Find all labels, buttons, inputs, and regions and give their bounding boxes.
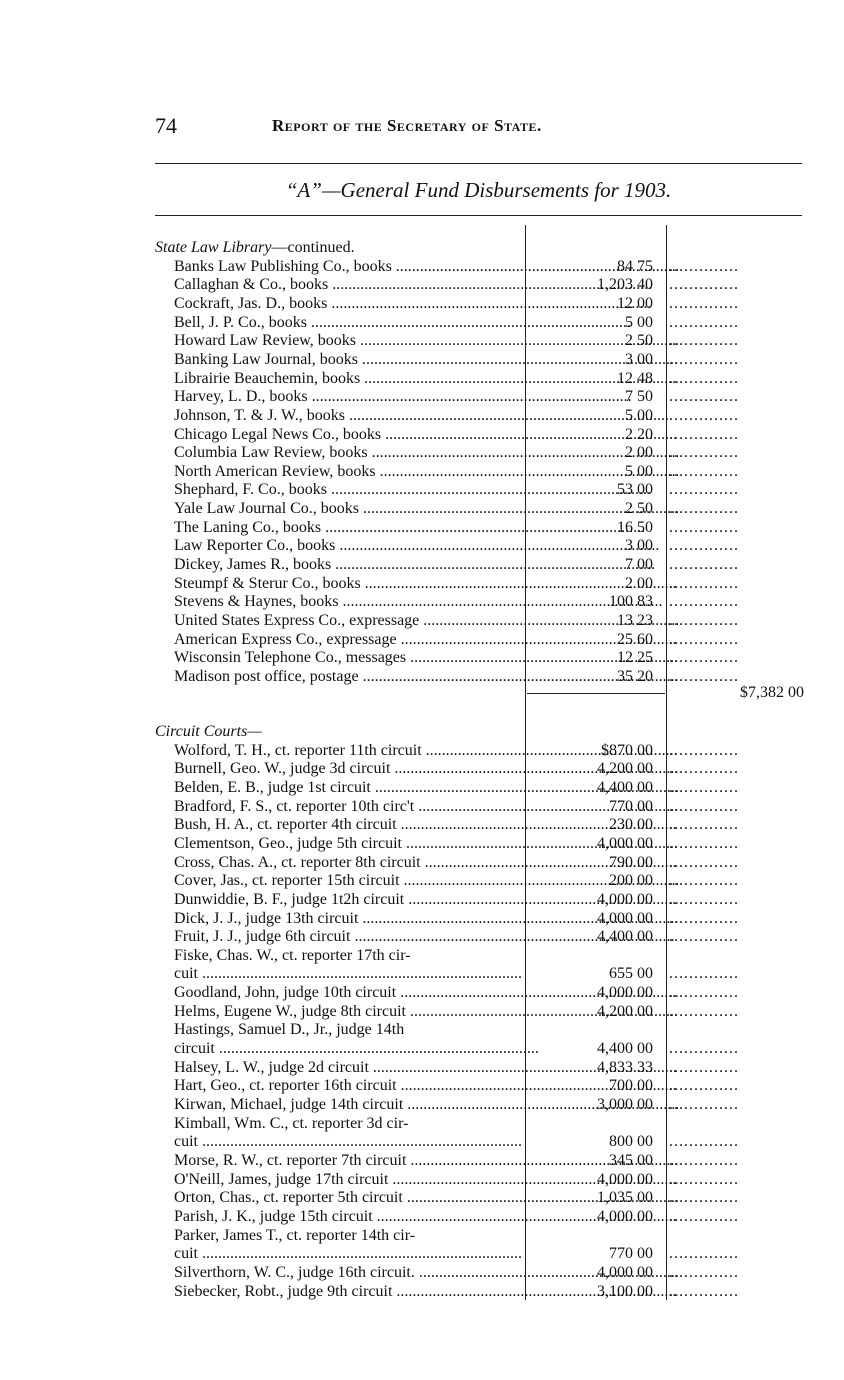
row-leader: .............. bbox=[669, 649, 739, 667]
row-amount: 655 00 bbox=[609, 965, 653, 983]
row-label: Hart, Geo., ct. reporter 16th circuit ..... bbox=[174, 1076, 678, 1095]
table-row bbox=[155, 871, 815, 890]
section-heading-row bbox=[155, 238, 815, 257]
table-row bbox=[155, 350, 815, 369]
table-row bbox=[155, 1132, 815, 1151]
row-label: Kirwan, Michael, judge 14th circuit ..... bbox=[174, 1095, 678, 1114]
table-row bbox=[155, 443, 815, 462]
row-label: Law Reporter Co., books ..... bbox=[174, 536, 678, 555]
table-row bbox=[155, 1076, 815, 1095]
table-row bbox=[155, 294, 815, 313]
row-label: Dunwiddie, B. F., judge 1t2h circuit ..... bbox=[174, 890, 678, 909]
row-leader: .............. bbox=[669, 425, 739, 443]
table-row bbox=[155, 1002, 815, 1021]
table-row bbox=[155, 741, 815, 760]
row-leader: .............. bbox=[669, 1207, 739, 1225]
table-row bbox=[155, 853, 815, 872]
row-label: Shephard, F. Co., books ..... bbox=[174, 480, 678, 499]
row-label: Chicago Legal News Co., books ..... bbox=[174, 425, 678, 444]
row-leader: .............. bbox=[669, 778, 739, 796]
row-label: Fiske, Chas. W., ct. reporter 17th cir- bbox=[174, 946, 411, 964]
row-leader: .............. bbox=[669, 1151, 739, 1169]
row-amount: 12 48 bbox=[617, 369, 653, 387]
table-row bbox=[155, 313, 815, 332]
table-row bbox=[155, 946, 815, 965]
row-label: Silverthorn, W. C., judge 16th circuit. ..... bbox=[174, 1263, 678, 1282]
row-leader: .............. bbox=[669, 481, 739, 499]
row-leader: .............. bbox=[669, 1077, 739, 1095]
row-label: Morse, R. W., ct. reporter 7th circuit ..... bbox=[174, 1151, 678, 1170]
row-label: Clementson, Geo., judge 5th circuit ..... bbox=[174, 834, 678, 853]
row-amount: 16 50 bbox=[617, 518, 653, 536]
row-amount: 3 00 bbox=[625, 350, 653, 368]
row-label: Hastings, Samuel D., Jr., judge 14th bbox=[174, 1021, 405, 1039]
row-amount: 35 20 bbox=[617, 667, 653, 685]
row-amount: 2 50 bbox=[625, 500, 653, 518]
row-amount: 12 00 bbox=[617, 294, 653, 312]
table-row bbox=[155, 927, 815, 946]
row-leader: .............. bbox=[669, 630, 739, 648]
table-row bbox=[155, 667, 815, 686]
section-heading bbox=[155, 238, 659, 257]
row-label: Kimball, Wm. C., ct. reporter 3d cir- bbox=[174, 1114, 409, 1132]
row-leader: .............. bbox=[669, 276, 739, 294]
row-amount: 4,833 33 bbox=[597, 1058, 653, 1076]
row-leader: .............. bbox=[669, 294, 739, 312]
row-leader: .............. bbox=[669, 816, 739, 834]
row-label: Goodland, John, judge 10th circuit ..... bbox=[174, 983, 678, 1002]
table-row bbox=[155, 257, 815, 276]
row-amount: 25 60 bbox=[617, 630, 653, 648]
table-row bbox=[155, 909, 815, 928]
row-label: Dickey, James R., books ..... bbox=[174, 555, 678, 574]
table-row bbox=[155, 834, 815, 853]
table-row bbox=[155, 1095, 815, 1114]
row-amount: 5 00 bbox=[625, 313, 653, 331]
section-heading-suffix: —continued. bbox=[271, 239, 355, 256]
row-label: Banks Law Publishing Co., books ..... bbox=[174, 257, 678, 276]
row-leader: .............. bbox=[669, 537, 739, 555]
row-leader: .............. bbox=[669, 257, 739, 275]
row-amount: 1,035 00 bbox=[597, 1189, 653, 1207]
row-amount: 12 25 bbox=[617, 649, 653, 667]
table-row bbox=[155, 611, 815, 630]
row-amount: $870 00 bbox=[601, 741, 653, 759]
row-label: Dick, J. J., judge 13th circuit ..... bbox=[174, 909, 678, 928]
row-leader: .............. bbox=[669, 1133, 739, 1151]
row-label: Harvey, L. D., books ..... bbox=[174, 387, 678, 406]
row-amount: 4,000 00 bbox=[597, 1263, 653, 1281]
row-label: Cross, Chas. A., ct. reporter 8th circuit ..... bbox=[174, 853, 678, 872]
row-leader: .............. bbox=[669, 612, 739, 629]
row-amount: 770 00 bbox=[609, 1245, 653, 1263]
row-leader: .............. bbox=[669, 872, 739, 890]
row-amount: 4,400 00 bbox=[597, 778, 653, 796]
table-row bbox=[155, 331, 815, 350]
row-leader: .............. bbox=[669, 797, 739, 815]
row-label: Cover, Jas., ct. reporter 15th circuit ..... bbox=[174, 871, 678, 890]
table-row bbox=[155, 518, 815, 537]
row-leader: .............. bbox=[669, 556, 739, 574]
row-leader: .............. bbox=[669, 593, 739, 611]
row-amount: 800 00 bbox=[609, 1133, 653, 1151]
row-amount: 700 00 bbox=[609, 1077, 653, 1095]
row-amount: 4,000 00 bbox=[597, 1170, 653, 1188]
table-row bbox=[155, 1244, 815, 1263]
row-leader: .............. bbox=[669, 574, 739, 592]
row-leader: .............. bbox=[669, 369, 739, 387]
table-row bbox=[155, 778, 815, 797]
table-row bbox=[155, 964, 815, 983]
row-leader: .............. bbox=[669, 928, 739, 946]
table-row bbox=[155, 387, 815, 406]
row-label: Stevens & Haynes, books ..... bbox=[174, 592, 678, 611]
row-label: Burnell, Geo. W., judge 3d circuit ..... bbox=[174, 759, 678, 778]
row-label: Bell, J. P. Co., books ..... bbox=[174, 313, 678, 332]
table-row bbox=[155, 797, 815, 816]
row-leader: .............. bbox=[669, 834, 739, 852]
row-amount: 5 00 bbox=[625, 462, 653, 480]
row-label: Halsey, L. W., judge 2d circuit ..... bbox=[174, 1058, 678, 1077]
section-heading-text: State Law Library bbox=[155, 239, 272, 256]
row-amount: 345 00 bbox=[609, 1151, 653, 1169]
table-row bbox=[155, 406, 815, 425]
row-label-continued: circuit ..... bbox=[174, 1039, 678, 1058]
row-label: Yale Law Journal Co., books ..... bbox=[174, 499, 678, 518]
row-amount: 200 00 bbox=[609, 872, 653, 890]
row-leader: .............. bbox=[669, 1189, 739, 1207]
row-leader: .............. bbox=[669, 890, 739, 908]
table-row bbox=[155, 1188, 815, 1207]
row-amount: 2 00 bbox=[625, 574, 653, 592]
row-label-continued: cuit ..... bbox=[174, 964, 678, 983]
row-leader: .............. bbox=[669, 1002, 739, 1020]
row-amount: 7 50 bbox=[625, 388, 653, 406]
row-amount: 4,000 00 bbox=[597, 909, 653, 927]
row-label: Banking Law Journal, books ..... bbox=[174, 350, 678, 369]
row-amount: 84 75 bbox=[617, 257, 653, 275]
table-row bbox=[155, 759, 815, 778]
row-leader: .............. bbox=[669, 909, 739, 927]
row-leader: .............. bbox=[669, 1058, 739, 1076]
table-row bbox=[155, 462, 815, 481]
row-leader: .............. bbox=[669, 406, 739, 424]
row-leader: .............. bbox=[669, 518, 739, 536]
row-label: Howard Law Review, books ..... bbox=[174, 331, 678, 350]
row-amount: 4,000 00 bbox=[597, 984, 653, 1002]
row-label: Johnson, T. & J. W., books ..... bbox=[174, 406, 678, 425]
table-row bbox=[155, 1151, 815, 1170]
row-label: Fruit, J. J., judge 6th circuit ..... bbox=[174, 927, 678, 946]
table-row bbox=[155, 275, 815, 294]
subtotal-rule bbox=[527, 693, 665, 694]
row-leader: .............. bbox=[669, 500, 739, 518]
row-leader: .............. bbox=[669, 741, 739, 759]
table-row bbox=[155, 648, 815, 667]
table-row bbox=[155, 1114, 815, 1133]
row-leader: .............. bbox=[669, 1263, 739, 1281]
section-heading bbox=[155, 722, 659, 741]
row-leader: .............. bbox=[669, 667, 739, 685]
row-label: Parish, J. K., judge 15th circuit ..... bbox=[174, 1207, 678, 1226]
running-title: Report of the Secretary of State. bbox=[272, 116, 542, 135]
row-amount: 4,400 00 bbox=[597, 1040, 653, 1058]
table-row bbox=[155, 1039, 815, 1058]
row-label: North American Review, books ..... bbox=[174, 462, 678, 481]
row-label: United States Express Co., expressage ..... bbox=[174, 611, 678, 630]
table-row bbox=[155, 630, 815, 649]
row-leader: .............. bbox=[669, 853, 739, 871]
top-rule bbox=[155, 163, 802, 164]
section-heading-text: Circuit Courts— bbox=[155, 723, 262, 740]
row-label: Belden, E. B., judge 1st circuit ..... bbox=[174, 778, 678, 797]
row-leader: .............. bbox=[669, 462, 739, 480]
row-label: Bush, H. A., ct. reporter 4th circuit ..... bbox=[174, 815, 678, 834]
row-label: Callaghan & Co., books ..... bbox=[174, 275, 678, 294]
table-row bbox=[155, 1020, 815, 1039]
table-row bbox=[155, 983, 815, 1002]
row-label: Bradford, F. S., ct. reporter 10th circ't ..... bbox=[174, 797, 678, 816]
table-row bbox=[155, 536, 815, 555]
row-amount: 770 00 bbox=[609, 797, 653, 815]
row-label-continued: cuit ..... bbox=[174, 1132, 678, 1151]
row-amount: 4,000 00 bbox=[597, 890, 653, 908]
table-title: “A”—General Fund Disbursements for 1903. bbox=[285, 178, 672, 202]
row-leader: .............. bbox=[669, 388, 739, 406]
table-row bbox=[155, 1282, 815, 1301]
table-row bbox=[155, 480, 815, 499]
table-row bbox=[155, 1263, 815, 1282]
row-amount: 4,000 00 bbox=[597, 1207, 653, 1225]
table-row bbox=[155, 499, 815, 518]
table-row bbox=[155, 1058, 815, 1077]
row-amount: 7 00 bbox=[625, 556, 653, 574]
row-amount: 3 00 bbox=[625, 537, 653, 555]
row-leader: .............. bbox=[669, 1096, 739, 1113]
row-label: The Laning Co., books ..... bbox=[174, 518, 678, 537]
row-label-continued: cuit ..... bbox=[174, 1244, 678, 1263]
row-label: O'Neill, James, judge 17th circuit ..... bbox=[174, 1170, 678, 1189]
table-row bbox=[155, 555, 815, 574]
row-label: Cockraft, Jas. D., books ..... bbox=[174, 294, 678, 313]
row-amount: 790 00 bbox=[609, 853, 653, 871]
page-number: 74 bbox=[155, 113, 177, 138]
row-amount: 3,000 00 bbox=[597, 1096, 653, 1113]
table-row bbox=[155, 815, 815, 834]
row-leader: .............. bbox=[669, 1040, 739, 1058]
row-leader: .............. bbox=[669, 350, 739, 368]
row-label: Orton, Chas., ct. reporter 5th circuit ..... bbox=[174, 1188, 678, 1207]
row-label: Wisconsin Telephone Co., messages ..... bbox=[174, 648, 678, 667]
row-leader: .............. bbox=[669, 1245, 739, 1263]
row-label: Parker, James T., ct. reporter 14th cir- bbox=[174, 1226, 416, 1244]
row-label: Librairie Beauchemin, books ..... bbox=[174, 369, 678, 388]
row-amount: 3,100 00 bbox=[597, 1282, 653, 1300]
table-row bbox=[155, 592, 815, 611]
row-leader: .............. bbox=[669, 313, 739, 331]
section-total: $7,382 00 bbox=[740, 683, 804, 701]
row-label: Siebecker, Robt., judge 9th circuit ..... bbox=[174, 1282, 678, 1301]
row-leader: .............. bbox=[669, 1282, 739, 1300]
row-leader: .............. bbox=[669, 984, 739, 1002]
row-amount: 4,200 00 bbox=[597, 1002, 653, 1020]
row-amount: 4,400 00 bbox=[597, 928, 653, 946]
table-row bbox=[155, 1170, 815, 1189]
row-amount: 13 23 bbox=[617, 612, 653, 629]
row-amount: 4,000 00 bbox=[597, 834, 653, 852]
section-heading-row bbox=[155, 722, 815, 741]
row-amount: 100 83 bbox=[609, 593, 653, 611]
row-amount: 4,200 00 bbox=[597, 760, 653, 778]
row-amount: 230 00 bbox=[609, 816, 653, 834]
row-amount: 2 50 bbox=[625, 332, 653, 350]
table-row bbox=[155, 1226, 815, 1245]
row-leader: .............. bbox=[669, 760, 739, 778]
row-leader: .............. bbox=[669, 1170, 739, 1188]
row-label: Wolford, T. H., ct. reporter 11th circuit ..... bbox=[174, 741, 678, 760]
row-amount: 53 00 bbox=[617, 481, 653, 499]
row-leader: .............. bbox=[669, 332, 739, 350]
row-amount: 1,203 40 bbox=[597, 276, 653, 294]
row-leader: .............. bbox=[669, 965, 739, 983]
table-row bbox=[155, 574, 815, 593]
table-row bbox=[155, 890, 815, 909]
row-label: Steumpf & Sterur Co., books ..... bbox=[174, 574, 678, 593]
row-label: Madison post office, postage ..... bbox=[174, 667, 678, 686]
table-row bbox=[155, 369, 815, 388]
table-row bbox=[155, 1207, 815, 1226]
row-amount: 2 20 bbox=[625, 425, 653, 443]
title-rule bbox=[155, 215, 802, 216]
row-label: Columbia Law Review, books ..... bbox=[174, 443, 678, 462]
row-label: Helms, Eugene W., judge 8th circuit ..... bbox=[174, 1002, 678, 1021]
row-label: American Express Co., expressage ..... bbox=[174, 630, 678, 649]
table-row bbox=[155, 425, 815, 444]
row-leader: .............. bbox=[669, 444, 739, 462]
row-amount: 2 00 bbox=[625, 444, 653, 462]
row-amount: 5 00 bbox=[625, 406, 653, 424]
